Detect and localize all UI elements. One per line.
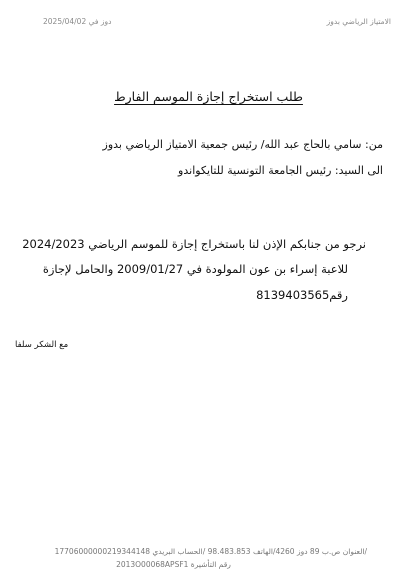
body-line-1: نرجو من جنابكم الإذن لنا باستخراج إجازة للموسم الرياضي 2024/2023 [22, 237, 366, 251]
recipient-line: الى السيد: رئيس الجامعة التونسية للتايكواندو [178, 164, 383, 177]
body-line-3: رقم8139403565 [256, 288, 348, 302]
closing-line: مع الشكر سلفا [15, 340, 69, 350]
document-title: طلب استخراج إجازة الموسم الفارط [114, 89, 303, 104]
header-org-name: الامتياز الرياضي بدوز [326, 17, 391, 26]
body-line-2: للاعبة إسراء بن عون المولودة في 2009/01/27 والحامل لإجازة [42, 262, 348, 276]
header-date: دوز في 2025/04/02 [43, 17, 112, 26]
sender-line: من: سامي بالحاج عبد الله/ رئيس جمعية الامتياز الرياضي بدوز [102, 138, 383, 151]
footer-registration: رقم التأشيرة 2013O00068APSF1 [116, 560, 231, 569]
footer-address: /العنوان ص.ب 89 دوز 4260/الهاتف 98.483.853 /الحساب البريدي 17706000000219344148 [54, 547, 367, 556]
